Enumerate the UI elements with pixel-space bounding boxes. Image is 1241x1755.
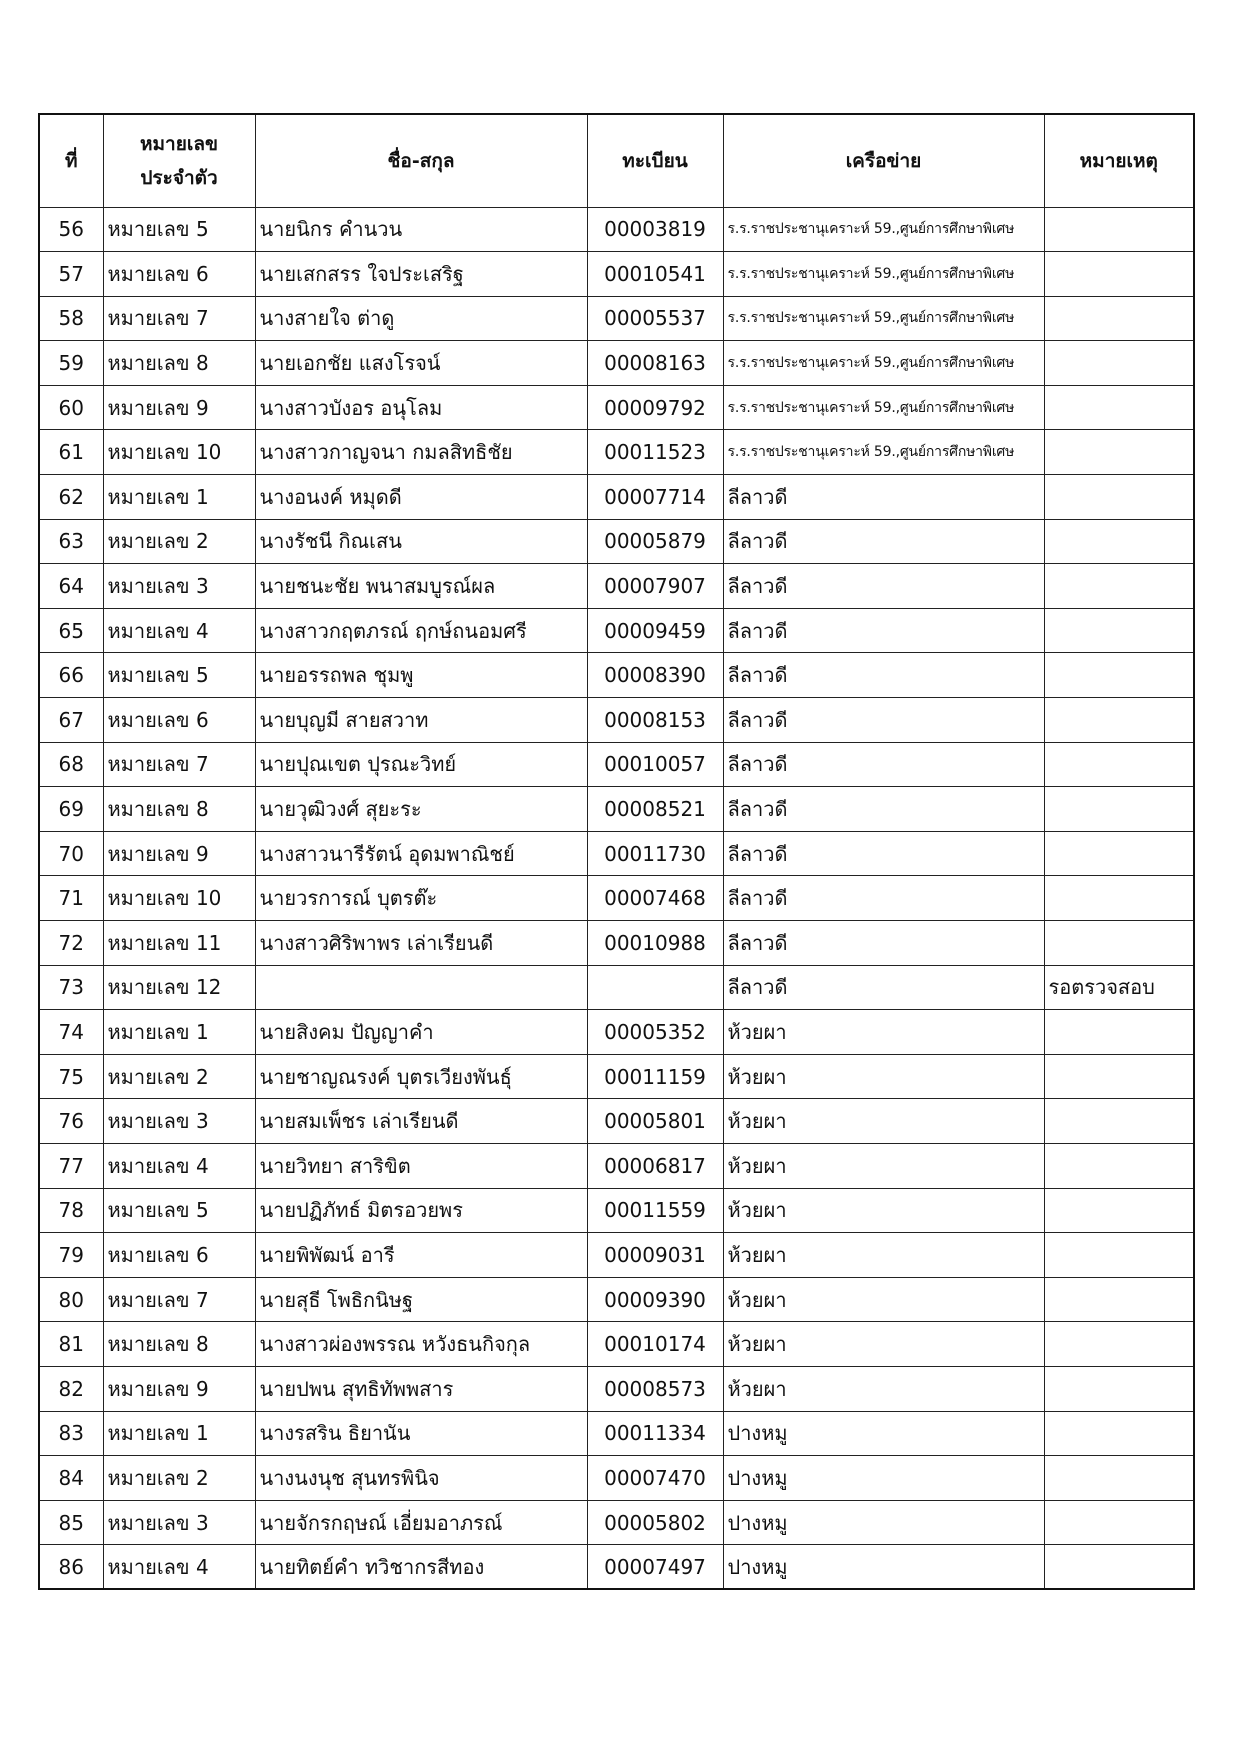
cell-name: นายชนะชัย พนาสมบูรณ์ผล	[255, 564, 587, 609]
cell-id: หมายเลข 6	[103, 252, 255, 297]
cell-network: ลีลาวดี	[723, 831, 1044, 876]
cell-no: 79	[39, 1233, 103, 1278]
table-row	[39, 787, 1194, 832]
cell-name: นางนงนุช สุนทรพินิจ	[255, 1456, 587, 1501]
cell-note	[1044, 831, 1194, 876]
cell-note: รอตรวจสอบ	[1044, 965, 1194, 1010]
cell-no: 63	[39, 519, 103, 564]
cell-no: 66	[39, 653, 103, 698]
cell-note	[1044, 1545, 1194, 1590]
table-row	[39, 653, 1194, 698]
roster-table	[38, 113, 1195, 1590]
cell-note	[1044, 653, 1194, 698]
table-row	[39, 1545, 1194, 1590]
cell-name: นายพิพัฒน์ อารี	[255, 1233, 587, 1278]
cell-registration: 00010541	[587, 252, 723, 297]
cell-no: 85	[39, 1500, 103, 1545]
cell-no: 74	[39, 1010, 103, 1055]
cell-no: 62	[39, 475, 103, 520]
table-row	[39, 1366, 1194, 1411]
cell-network: ร.ร.ราชประชานุเคราะห์ 59.,ศูนย์การศึกษาพิเศษ	[723, 252, 1044, 297]
cell-id: หมายเลข 2	[103, 1054, 255, 1099]
cell-no: 78	[39, 1188, 103, 1233]
cell-network: ห้วยผา	[723, 1099, 1044, 1144]
cell-registration: 00005802	[587, 1500, 723, 1545]
table-row	[39, 207, 1194, 252]
cell-name: นายปพน สุทธิทัพพสาร	[255, 1366, 587, 1411]
cell-id: หมายเลข 2	[103, 519, 255, 564]
cell-id: หมายเลข 9	[103, 385, 255, 430]
cell-note	[1044, 1099, 1194, 1144]
cell-id: หมายเลข 3	[103, 564, 255, 609]
cell-no: 58	[39, 296, 103, 341]
cell-id: หมายเลข 5	[103, 1188, 255, 1233]
header-id	[103, 114, 255, 207]
cell-id: หมายเลข 10	[103, 430, 255, 475]
cell-registration: 00007714	[587, 475, 723, 520]
cell-registration: 00005537	[587, 296, 723, 341]
cell-no: 57	[39, 252, 103, 297]
cell-note	[1044, 742, 1194, 787]
cell-no: 72	[39, 921, 103, 966]
cell-network: ปางหมู	[723, 1456, 1044, 1501]
cell-id: หมายเลข 4	[103, 1143, 255, 1188]
cell-note	[1044, 876, 1194, 921]
table-row	[39, 1411, 1194, 1456]
cell-network: ลีลาวดี	[723, 787, 1044, 832]
cell-network: ปางหมู	[723, 1500, 1044, 1545]
cell-registration: 00009031	[587, 1233, 723, 1278]
header-no: ที่	[39, 114, 103, 207]
cell-network: ปางหมู	[723, 1545, 1044, 1590]
cell-name: นายปฏิภัทธ์ มิตรอวยพร	[255, 1188, 587, 1233]
cell-note	[1044, 921, 1194, 966]
cell-registration: 00011559	[587, 1188, 723, 1233]
table-row	[39, 341, 1194, 386]
cell-network: ห้วยผา	[723, 1322, 1044, 1367]
cell-network: ลีลาวดี	[723, 608, 1044, 653]
cell-registration: 00007468	[587, 876, 723, 921]
header-id-line2: ประจำตัว	[140, 166, 218, 189]
cell-registration: 00011523	[587, 430, 723, 475]
cell-name	[255, 965, 587, 1010]
cell-no: 60	[39, 385, 103, 430]
cell-name: นายจักรกฤษณ์ เอี่ยมอาภรณ์	[255, 1500, 587, 1545]
cell-registration: 00011334	[587, 1411, 723, 1456]
cell-note	[1044, 564, 1194, 609]
table-row	[39, 252, 1194, 297]
cell-id: หมายเลข 1	[103, 475, 255, 520]
cell-id: หมายเลข 8	[103, 787, 255, 832]
cell-network: ห้วยผา	[723, 1188, 1044, 1233]
header-id-line1: หมายเลข	[140, 132, 218, 155]
cell-note	[1044, 430, 1194, 475]
cell-name: นายเอกชัย แสงโรจน์	[255, 341, 587, 386]
cell-name: นางรสริน ธิยานัน	[255, 1411, 587, 1456]
cell-no: 70	[39, 831, 103, 876]
cell-id: หมายเลข 7	[103, 296, 255, 341]
cell-name: นางสายใจ ต่าดู	[255, 296, 587, 341]
cell-network: ปางหมู	[723, 1411, 1044, 1456]
header-row	[39, 114, 1194, 207]
cell-no: 67	[39, 698, 103, 743]
cell-network: ร.ร.ราชประชานุเคราะห์ 59.,ศูนย์การศึกษาพิเศษ	[723, 207, 1044, 252]
cell-no: 65	[39, 608, 103, 653]
cell-network: ห้วยผา	[723, 1277, 1044, 1322]
table-row	[39, 519, 1194, 564]
cell-network: ห้วยผา	[723, 1010, 1044, 1055]
cell-registration: 00007470	[587, 1456, 723, 1501]
cell-registration: 00008390	[587, 653, 723, 698]
cell-id: หมายเลข 7	[103, 742, 255, 787]
cell-network: ห้วยผา	[723, 1143, 1044, 1188]
table-row	[39, 1099, 1194, 1144]
cell-id: หมายเลข 5	[103, 653, 255, 698]
cell-name: นายวิทยา สาริขิต	[255, 1143, 587, 1188]
cell-name: นายวุฒิวงศ์ สุยะระ	[255, 787, 587, 832]
cell-network: ลีลาวดี	[723, 876, 1044, 921]
cell-id: หมายเลข 1	[103, 1010, 255, 1055]
cell-note	[1044, 519, 1194, 564]
cell-network: ลีลาวดี	[723, 475, 1044, 520]
cell-name: นายวรการณ์ บุตรต๊ะ	[255, 876, 587, 921]
table-header	[39, 114, 1194, 207]
cell-id: หมายเลข 5	[103, 207, 255, 252]
cell-name: นางสาวผ่องพรรณ หวังธนกิจกุล	[255, 1322, 587, 1367]
cell-note	[1044, 252, 1194, 297]
cell-no: 81	[39, 1322, 103, 1367]
cell-network: ลีลาวดี	[723, 921, 1044, 966]
cell-note	[1044, 1277, 1194, 1322]
table-row	[39, 921, 1194, 966]
cell-note	[1044, 385, 1194, 430]
cell-registration: 00011159	[587, 1054, 723, 1099]
header-network: เครือข่าย	[723, 114, 1044, 207]
cell-name: นายชาญณรงค์ บุตรเวียงพันธุ์	[255, 1054, 587, 1099]
cell-network: ลีลาวดี	[723, 519, 1044, 564]
header-registration: ทะเบียน	[587, 114, 723, 207]
cell-note	[1044, 1010, 1194, 1055]
cell-network: ห้วยผา	[723, 1366, 1044, 1411]
cell-no: 83	[39, 1411, 103, 1456]
cell-registration: 00007497	[587, 1545, 723, 1590]
table-row	[39, 1322, 1194, 1367]
cell-registration: 00009459	[587, 608, 723, 653]
cell-name: นายเสกสรร ใจประเสริฐ	[255, 252, 587, 297]
table-row	[39, 1277, 1194, 1322]
cell-note	[1044, 1188, 1194, 1233]
cell-id: หมายเลข 4	[103, 1545, 255, 1590]
cell-no: 82	[39, 1366, 103, 1411]
cell-registration: 00006817	[587, 1143, 723, 1188]
cell-no: 61	[39, 430, 103, 475]
cell-note	[1044, 1456, 1194, 1501]
cell-name: นายทิตย์คำ ทวิชากรสีทอง	[255, 1545, 587, 1590]
cell-id: หมายเลข 2	[103, 1456, 255, 1501]
cell-network: ร.ร.ราชประชานุเคราะห์ 59.,ศูนย์การศึกษาพิเศษ	[723, 385, 1044, 430]
table-row	[39, 296, 1194, 341]
cell-id: หมายเลข 7	[103, 1277, 255, 1322]
cell-registration: 00008163	[587, 341, 723, 386]
cell-registration: 00010988	[587, 921, 723, 966]
table-body	[39, 207, 1194, 1589]
cell-no: 64	[39, 564, 103, 609]
cell-network: ลีลาวดี	[723, 653, 1044, 698]
cell-registration: 00003819	[587, 207, 723, 252]
cell-note	[1044, 787, 1194, 832]
cell-id: หมายเลข 10	[103, 876, 255, 921]
table-row	[39, 475, 1194, 520]
table-row	[39, 1233, 1194, 1278]
cell-note	[1044, 475, 1194, 520]
cell-registration: 00005352	[587, 1010, 723, 1055]
cell-no: 86	[39, 1545, 103, 1590]
cell-note	[1044, 296, 1194, 341]
cell-id: หมายเลข 9	[103, 1366, 255, 1411]
cell-name: นายสมเพ็ชร เล่าเรียนดี	[255, 1099, 587, 1144]
cell-id: หมายเลข 9	[103, 831, 255, 876]
cell-note	[1044, 1233, 1194, 1278]
cell-note	[1044, 1500, 1194, 1545]
cell-network: ลีลาวดี	[723, 742, 1044, 787]
table-row	[39, 608, 1194, 653]
cell-name: นางสาวกฤตภรณ์ ฤกษ์ถนอมศรี	[255, 608, 587, 653]
header-note: หมายเหตุ	[1044, 114, 1194, 207]
cell-registration: 00010057	[587, 742, 723, 787]
cell-network: ลีลาวดี	[723, 564, 1044, 609]
cell-registration: 00007907	[587, 564, 723, 609]
cell-network: ร.ร.ราชประชานุเคราะห์ 59.,ศูนย์การศึกษาพิเศษ	[723, 341, 1044, 386]
cell-network: ร.ร.ราชประชานุเคราะห์ 59.,ศูนย์การศึกษาพิเศษ	[723, 296, 1044, 341]
cell-note	[1044, 608, 1194, 653]
cell-note	[1044, 1322, 1194, 1367]
table-row	[39, 1188, 1194, 1233]
table-row	[39, 1500, 1194, 1545]
cell-id: หมายเลข 3	[103, 1099, 255, 1144]
table-row	[39, 1010, 1194, 1055]
cell-note	[1044, 341, 1194, 386]
cell-no: 77	[39, 1143, 103, 1188]
table-row	[39, 965, 1194, 1010]
cell-registration: 00008153	[587, 698, 723, 743]
cell-note	[1044, 698, 1194, 743]
cell-no: 80	[39, 1277, 103, 1322]
cell-id: หมายเลข 6	[103, 1233, 255, 1278]
cell-no: 56	[39, 207, 103, 252]
cell-registration: 00009390	[587, 1277, 723, 1322]
cell-name: นางสาวบังอร อนุโลม	[255, 385, 587, 430]
cell-no: 84	[39, 1456, 103, 1501]
cell-registration: 00008521	[587, 787, 723, 832]
cell-id: หมายเลข 6	[103, 698, 255, 743]
cell-id: หมายเลข 1	[103, 1411, 255, 1456]
cell-no: 68	[39, 742, 103, 787]
cell-name: นายปุณเขต ปุรณะวิทย์	[255, 742, 587, 787]
cell-name: นางรัชนี กิณเสน	[255, 519, 587, 564]
cell-name: นายสิงคม ปัญญาคำ	[255, 1010, 587, 1055]
cell-registration: 00010174	[587, 1322, 723, 1367]
cell-network: ห้วยผา	[723, 1054, 1044, 1099]
cell-note	[1044, 207, 1194, 252]
table-row	[39, 385, 1194, 430]
table-row	[39, 1456, 1194, 1501]
cell-no: 75	[39, 1054, 103, 1099]
cell-no: 73	[39, 965, 103, 1010]
cell-no: 76	[39, 1099, 103, 1144]
cell-name: นางสาวกาญจนา กมลสิทธิชัย	[255, 430, 587, 475]
cell-note	[1044, 1366, 1194, 1411]
cell-id: หมายเลข 4	[103, 608, 255, 653]
cell-registration: 00008573	[587, 1366, 723, 1411]
table-row	[39, 831, 1194, 876]
cell-name: นายอรรถพล ชุมพู	[255, 653, 587, 698]
table-row	[39, 1143, 1194, 1188]
cell-note	[1044, 1411, 1194, 1456]
cell-name: นายสุธี โพธิกนิษฐ	[255, 1277, 587, 1322]
cell-registration: 00005879	[587, 519, 723, 564]
header-name: ชื่อ-สกุล	[255, 114, 587, 207]
cell-network: ลีลาวดี	[723, 965, 1044, 1010]
cell-name: นายนิกร คำนวน	[255, 207, 587, 252]
cell-network: ร.ร.ราชประชานุเคราะห์ 59.,ศูนย์การศึกษาพิเศษ	[723, 430, 1044, 475]
cell-id: หมายเลข 8	[103, 1322, 255, 1367]
cell-note	[1044, 1143, 1194, 1188]
cell-id: หมายเลข 11	[103, 921, 255, 966]
cell-network: ลีลาวดี	[723, 698, 1044, 743]
table-row	[39, 564, 1194, 609]
table-row	[39, 1054, 1194, 1099]
cell-no: 71	[39, 876, 103, 921]
table-row	[39, 698, 1194, 743]
table-row	[39, 876, 1194, 921]
cell-note	[1044, 1054, 1194, 1099]
cell-no: 69	[39, 787, 103, 832]
cell-id: หมายเลข 12	[103, 965, 255, 1010]
cell-no: 59	[39, 341, 103, 386]
cell-name: นางอนงค์ หมุดดี	[255, 475, 587, 520]
cell-registration	[587, 965, 723, 1010]
cell-name: นายบุญมี สายสวาท	[255, 698, 587, 743]
cell-id: หมายเลข 3	[103, 1500, 255, 1545]
cell-registration: 00009792	[587, 385, 723, 430]
cell-registration: 00005801	[587, 1099, 723, 1144]
table-row	[39, 742, 1194, 787]
table-row	[39, 430, 1194, 475]
cell-id: หมายเลข 8	[103, 341, 255, 386]
cell-network: ห้วยผา	[723, 1233, 1044, 1278]
cell-registration: 00011730	[587, 831, 723, 876]
cell-name: นางสาวนารีรัตน์ อุดมพาณิชย์	[255, 831, 587, 876]
cell-name: นางสาวศิริพาพร เล่าเรียนดี	[255, 921, 587, 966]
